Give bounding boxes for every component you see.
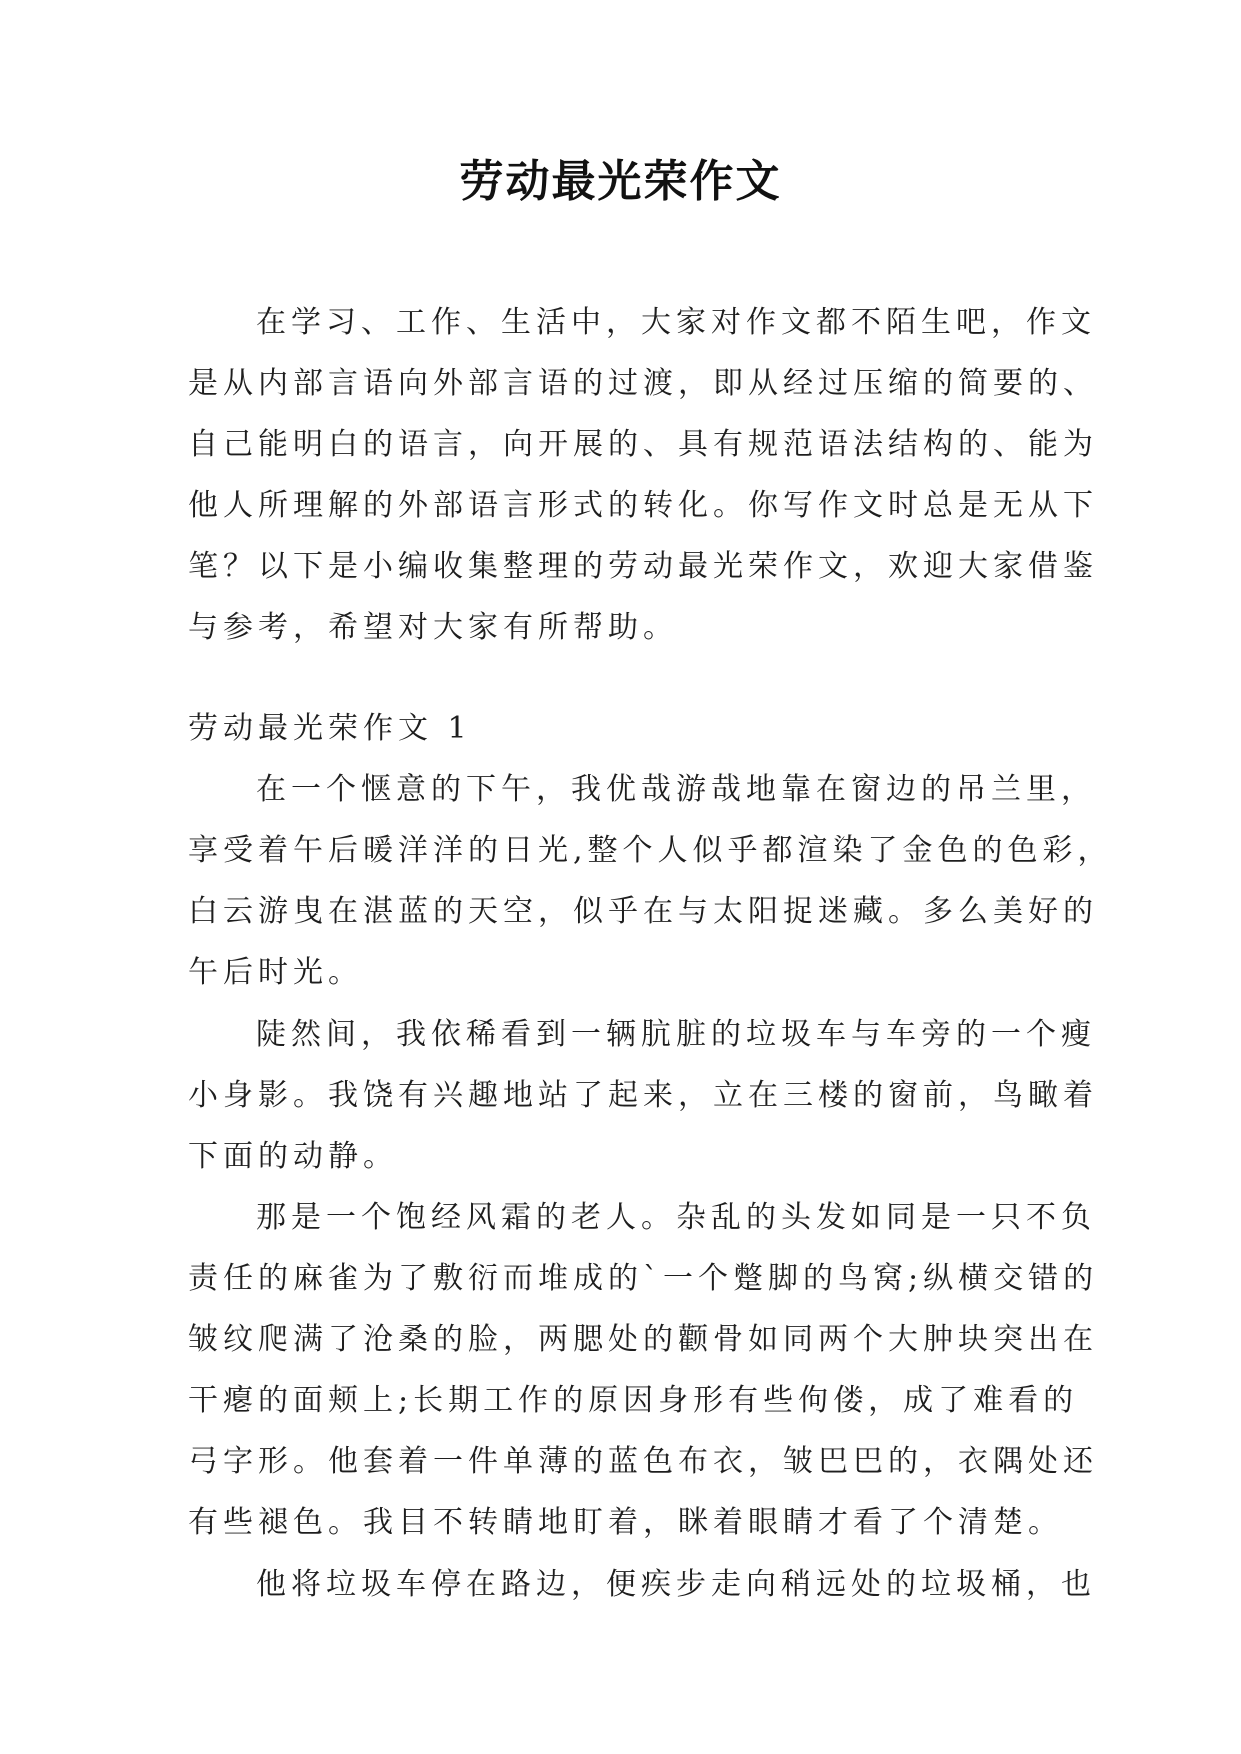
text-line: 在一个惬意的下午，我优哉游哉地靠在窗边的吊兰里， (256, 772, 1096, 807)
text-line: 在学习、工作、生活中，大家对作文都不陌生吧，作文 (256, 305, 1096, 340)
text-line: 自己能明白的语言，向开展的、具有规范语法结构的、能为 (188, 427, 1098, 462)
text-line: 是从内部言语向外部言语的过渡，即从经过压缩的简要的、 (188, 366, 1098, 401)
text-line: 干瘪的面颊上;长期工作的原因身形有些佝偻，成了难看的 (188, 1383, 1079, 1418)
text-line: 白云游曳在湛蓝的天空，似乎在与太阳捉迷藏。多么美好的 (188, 894, 1098, 929)
body-paragraph (188, 1554, 1096, 1615)
text-line: 有些褪色。我目不转睛地盯着，眯着眼睛才看了个清楚。 (188, 1505, 1063, 1540)
text-line: 笔？以下是小编收集整理的劳动最光荣作文，欢迎大家借鉴 (188, 549, 1098, 584)
body-paragraph (188, 1004, 1098, 1187)
intro-paragraph (188, 292, 1098, 658)
text-line: 皱纹爬满了沧桑的脸，两腮处的颧骨如同两个大肿块突出在 (188, 1322, 1098, 1357)
document-title: 劳动最光荣作文 (459, 156, 782, 207)
text-line: 午后时光。 (188, 955, 363, 990)
text-line: 与参考，希望对大家有所帮助。 (188, 610, 678, 645)
text-line: 那是一个饱经风霜的老人。杂乱的头发如同是一只不负 (256, 1200, 1096, 1235)
text-line: 享受着午后暖洋洋的日光,整个人似乎都渲染了金色的色彩， (188, 833, 1113, 868)
section-heading-text: 劳动最光荣作文 1 (188, 711, 472, 746)
text-line: 弓字形。他套着一件单薄的蓝色布衣，皱巴巴的，衣隅处还 (188, 1444, 1098, 1479)
text-line: 他人所理解的外部语言形式的转化。你写作文时总是无从下 (188, 488, 1098, 523)
text-line: 他将垃圾车停在路边，便疾步走向稍远处的垃圾桶，也 (256, 1567, 1096, 1602)
text-line: 陡然间，我依稀看到一辆肮脏的垃圾车与车旁的一个瘦 (256, 1017, 1096, 1052)
text-line: 责任的麻雀为了敷衍而堆成的`一个蹩脚的鸟窝;纵横交错的 (188, 1261, 1099, 1296)
body-paragraph (188, 759, 1113, 1003)
section-heading (188, 698, 1068, 759)
body-paragraph (188, 1187, 1099, 1553)
text-line: 下面的动静。 (188, 1139, 398, 1174)
text-line: 小身影。我饶有兴趣地站了起来，立在三楼的窗前，鸟瞰着 (188, 1078, 1098, 1113)
